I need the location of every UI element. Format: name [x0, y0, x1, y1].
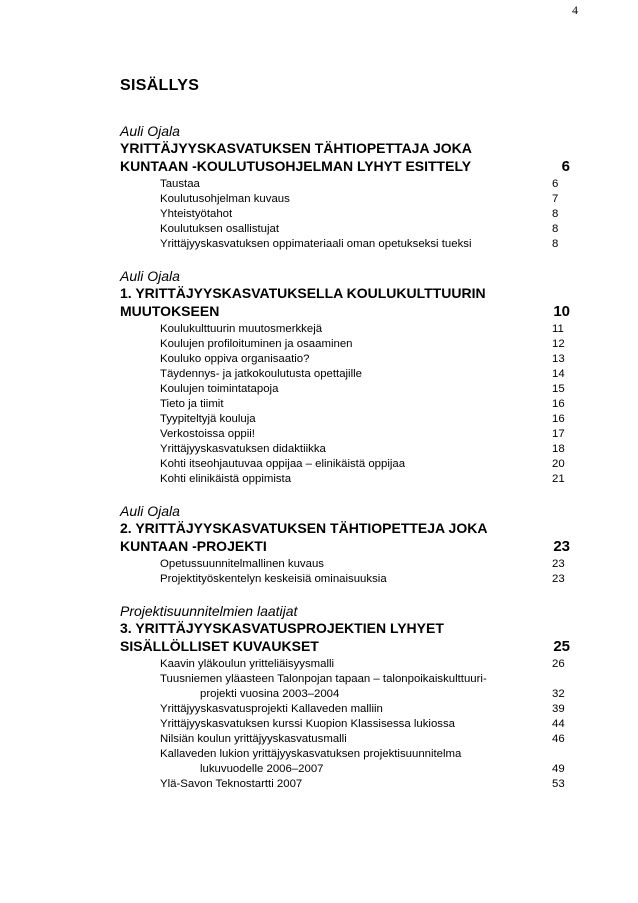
entry-label: Kohti elinikäistä oppimista	[160, 473, 292, 485]
section-entries	[120, 322, 570, 487]
section-title-line: 1. YRITTÄJYYSKASVATUKSELLA KOULUKULTTUURIN	[120, 285, 486, 301]
entry-page: 53	[552, 778, 565, 790]
entry-page: 6	[552, 178, 559, 190]
table-of-contents	[120, 123, 570, 808]
entry-page: 49	[552, 763, 565, 775]
section-title-row	[120, 637, 570, 656]
entry-page: 44	[552, 718, 565, 730]
toc-entry	[160, 557, 570, 572]
toc-entry	[160, 747, 570, 777]
entry-label-continued: lukuvuodelle 2006–2007	[200, 763, 324, 775]
entry-label: Yrittäjyyskasvatuksen kurssi Kuopion Klassisessa lukiossa	[160, 718, 456, 730]
entry-label: Täydennys- ja jatkokoulutusta opettajille	[160, 368, 362, 380]
toc-entry	[160, 672, 570, 702]
section-title-line: KUNTAAN -PROJEKTI	[120, 538, 267, 554]
entry-page: 18	[552, 443, 565, 455]
toc-entry	[160, 457, 570, 472]
toc-entry	[160, 717, 570, 732]
entry-page: 21	[552, 473, 565, 485]
section-title-line: 3. YRITTÄJYYSKASVATUSPROJEKTIEN LYHYET	[120, 620, 444, 636]
page-number: 4	[572, 3, 578, 17]
section-title-line: YRITTÄJYYSKASVATUKSEN TÄHTIOPETTAJA JOKA	[120, 140, 472, 156]
entry-page: 12	[552, 338, 565, 350]
toc-entry	[160, 192, 570, 207]
entry-page: 16	[552, 398, 565, 410]
entry-page: 23	[552, 573, 565, 585]
entry-label: Koulujen toimintatapoja	[160, 383, 279, 395]
entry-page: 15	[552, 383, 565, 395]
entry-label: Kouluko oppiva organisaatio?	[160, 353, 310, 365]
entry-label: Kallaveden lukion yrittäjyyskasvatuksen projektisuunnitelma	[160, 748, 462, 760]
entry-label: Opetussuunnitelmallinen kuvaus	[160, 558, 324, 570]
entry-label: Taustaa	[160, 178, 200, 190]
entry-label: Koulujen profiloituminen ja osaaminen	[160, 338, 353, 350]
entry-page: 20	[552, 458, 565, 470]
entry-label: Kaavin yläkoulun yritteliäisyysmalli	[160, 658, 335, 670]
toc-entry	[160, 657, 570, 672]
section-title-row	[120, 302, 570, 321]
entry-page: 8	[552, 238, 559, 250]
entry-label: Koulukulttuurin muutosmerkkejä	[160, 323, 323, 335]
toc-entry	[160, 237, 570, 252]
entry-page: 17	[552, 428, 565, 440]
toc-entry	[160, 322, 570, 337]
toc-section	[120, 603, 570, 792]
entry-label: Yrittäjyyskasvatusprojekti Kallaveden malliin	[160, 703, 383, 715]
toc-entry	[160, 472, 570, 487]
toc-entry	[160, 222, 570, 237]
entry-page: 39	[552, 703, 565, 715]
toc-entry	[160, 382, 570, 397]
section-entries	[120, 657, 570, 792]
section-page: 6	[561, 158, 570, 175]
toc-entry	[160, 352, 570, 367]
entry-label: Tieto ja tiimit	[160, 398, 224, 410]
toc-entry	[160, 777, 570, 792]
entry-label: Tyypiteltyjä kouluja	[160, 413, 256, 425]
toc-entry	[160, 427, 570, 442]
entry-label: Tuusniemen yläasteen Talonpojan tapaan – talonpoikaiskulttuuri-	[160, 673, 487, 685]
entry-page: 23	[552, 558, 565, 570]
toc-section	[120, 268, 570, 487]
section-title-line: MUUTOKSEEN	[120, 303, 220, 319]
entry-page: 8	[552, 223, 559, 235]
section-title-row	[120, 537, 570, 556]
toc-entry	[160, 397, 570, 412]
toc-entry	[160, 732, 570, 747]
entry-continuation	[160, 687, 570, 702]
entry-label: Yhteistyötahot	[160, 208, 233, 220]
entry-label: Ylä-Savon Teknostartti 2007	[160, 778, 303, 790]
entry-label: Yrittäjyyskasvatuksen didaktiikka	[160, 443, 326, 455]
entry-page: 26	[552, 658, 565, 670]
section-author: Auli Ojala	[120, 268, 180, 284]
section-author: Projektisuunnitelmien laatijat	[120, 603, 298, 619]
toc-entry	[160, 442, 570, 457]
entry-label: Nilsiän koulun yrittäjyyskasvatusmalli	[160, 733, 347, 745]
entry-continuation	[160, 762, 570, 777]
entry-label: Koulutusohjelman kuvaus	[160, 193, 290, 205]
toc-entry	[160, 337, 570, 352]
entry-page: 32	[552, 688, 565, 700]
entry-page: 8	[552, 208, 559, 220]
section-title-line: SISÄLLÖLLISET KUVAUKSET	[120, 638, 319, 654]
entry-label: Yrittäjyyskasvatuksen oppimateriaali oman opetukseksi tueksi	[160, 238, 472, 250]
entry-label: Verkostoissa oppii!	[160, 428, 255, 440]
entry-page: 11	[552, 323, 564, 335]
entry-page: 14	[552, 368, 565, 380]
section-page: 10	[553, 303, 570, 320]
toc-entry	[160, 177, 570, 192]
entry-page: 46	[552, 733, 565, 745]
section-author: Auli Ojala	[120, 123, 180, 139]
toc-entry	[160, 207, 570, 222]
section-title-line: 2. YRITTÄJYYSKASVATUKSEN TÄHTIOPETTEJA JOKA	[120, 520, 488, 536]
section-entries	[120, 557, 570, 587]
toc-title: SISÄLLYS	[120, 77, 200, 94]
toc-entry	[160, 412, 570, 427]
entry-label: Kohti itseohjautuvaa oppijaa – elinikäistä oppijaa	[160, 458, 406, 470]
entry-page: 13	[552, 353, 565, 365]
section-title-row	[120, 157, 570, 176]
entry-page: 16	[552, 413, 565, 425]
section-page: 25	[553, 638, 570, 655]
section-title-line: KUNTAAN -KOULUTUSOHJELMAN LYHYT ESITTELY	[120, 158, 472, 174]
entry-label: Projektityöskentelyn keskeisiä ominaisuuksia	[160, 573, 387, 585]
toc-section	[120, 503, 570, 587]
toc-entry	[160, 572, 570, 587]
entry-label: Koulutuksen osallistujat	[160, 223, 280, 235]
entry-page: 7	[552, 193, 559, 205]
section-author: Auli Ojala	[120, 503, 180, 519]
section-entries	[120, 177, 570, 252]
section-page: 23	[553, 538, 570, 555]
toc-section	[120, 123, 570, 252]
toc-entry	[160, 367, 570, 382]
toc-entry	[160, 702, 570, 717]
entry-label-continued: projekti vuosina 2003–2004	[200, 688, 340, 700]
